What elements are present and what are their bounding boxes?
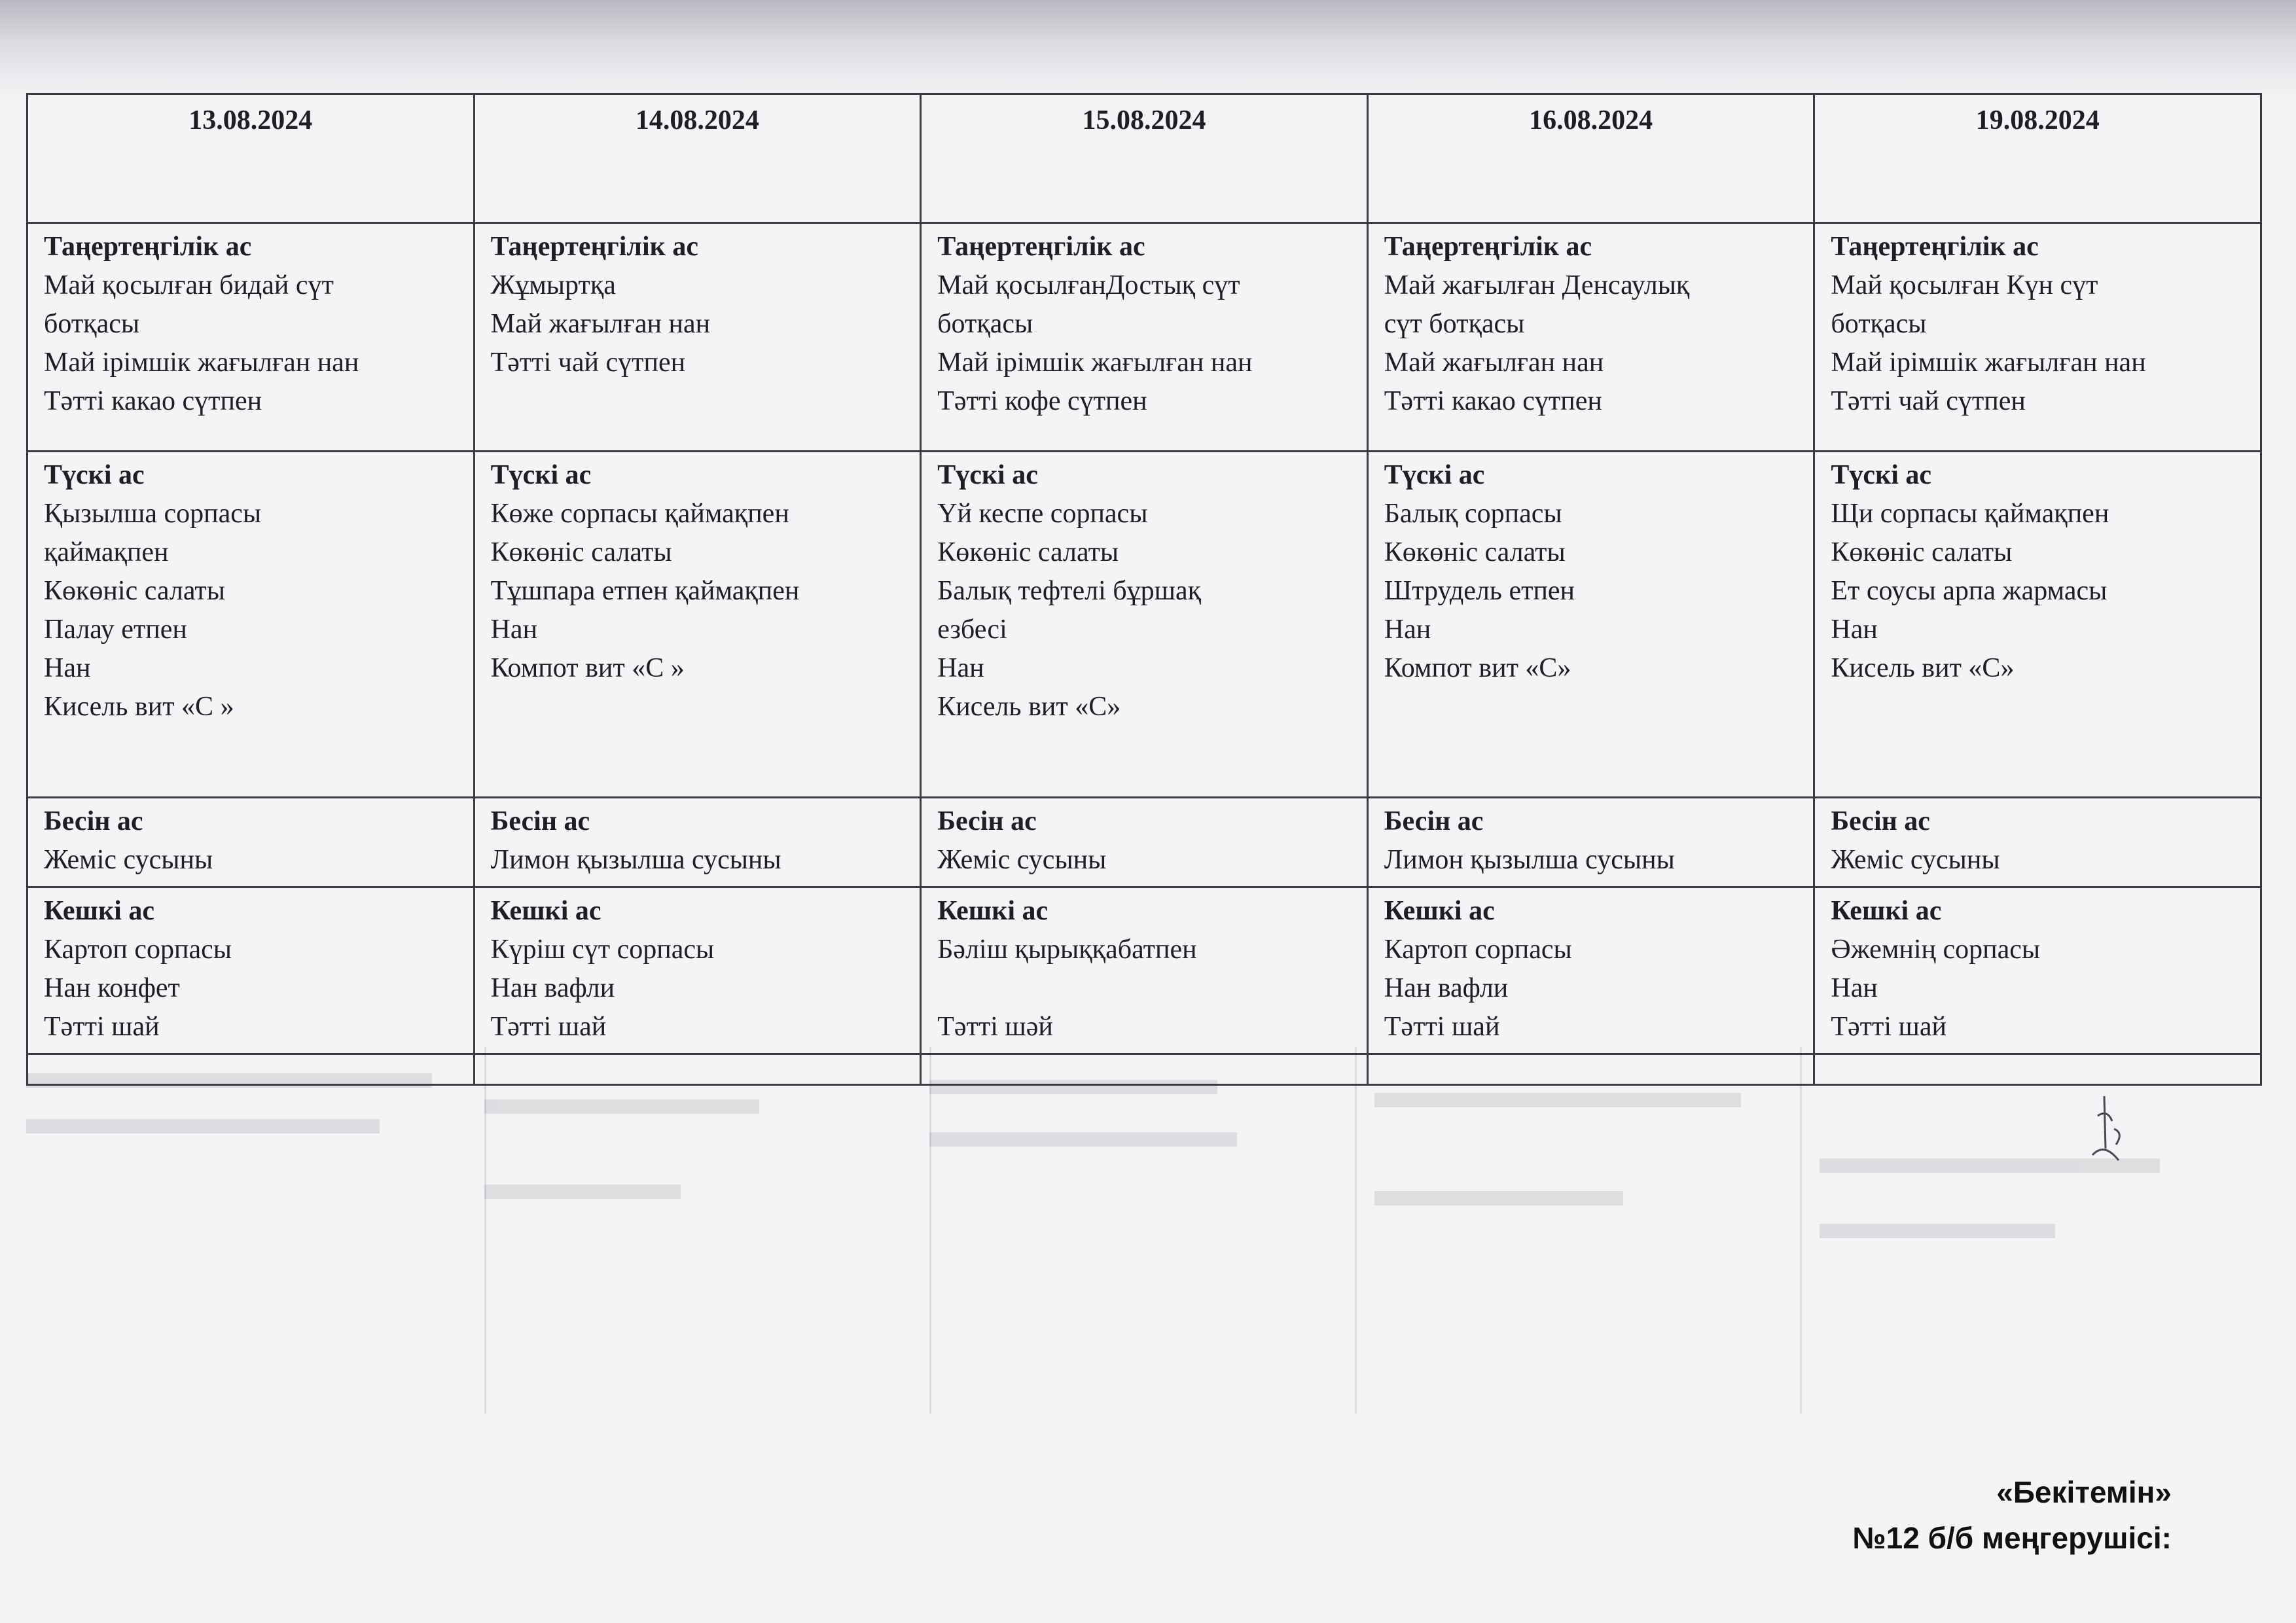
menu-item: Көкөніс салаты (44, 576, 225, 606)
lunch-cell (27, 452, 475, 798)
dinner-title: Кешкі ас (490, 896, 601, 926)
date-cell (474, 94, 921, 223)
lunch-cell (1367, 452, 1814, 798)
empty-row (27, 1054, 2261, 1085)
dates-row (27, 94, 2261, 223)
menu-item: Бәліш қырыққабатпен (937, 935, 1197, 965)
menu-item: Жеміс сусыны (1831, 845, 2000, 875)
menu-item: Күріш сүт сорпасы (490, 935, 715, 965)
approval-title: «Бекітемін» (1996, 1475, 2172, 1509)
menu-item: Көкөніс салаты (1384, 537, 1566, 567)
date-label: 19.08.2024 (1975, 105, 2100, 135)
menu-item: Май қосылған бидай сүт (44, 270, 334, 300)
menu-item: Май жағылған нан (1384, 348, 1604, 378)
menu-item: Нан (1831, 615, 1878, 645)
lunch-cell (474, 452, 921, 798)
menu-item (937, 969, 1351, 1008)
menu-item: Май жағылған Денсаулық (1384, 270, 1690, 300)
dinner-title: Кешкі ас (937, 896, 1049, 926)
dinner-cell (27, 887, 475, 1054)
snack-title: Бесін ас (1831, 806, 1930, 836)
menu-item: Кисель вит «С» (937, 692, 1121, 722)
menu-item: езбесі (937, 615, 1007, 645)
menu-item: Штрудель етпен (1384, 576, 1575, 606)
menu-item: Балық сорпасы (1384, 499, 1562, 529)
menu-item: Май жағылған нан (490, 309, 711, 339)
bleed-through-text (26, 1060, 2251, 1335)
snack-title: Бесін ас (937, 806, 1037, 836)
menu-item: Көже сорпасы қаймақпен (490, 499, 789, 529)
menu-item: ботқасы (937, 309, 1033, 339)
menu-item: Тәтті шай (490, 1012, 607, 1042)
dinner-title: Кешкі ас (1384, 896, 1495, 926)
lunch-cell (1814, 452, 2261, 798)
menu-item: Көкөніс салаты (937, 537, 1119, 567)
menu-item: Картоп сорпасы (44, 935, 232, 965)
menu-item: сүт ботқасы (1384, 309, 1525, 339)
date-label: 15.08.2024 (1082, 105, 1206, 135)
menu-item: Тәтті шай (44, 1012, 160, 1042)
snack-title: Бесін ас (1384, 806, 1484, 836)
menu-item: қаймақпен (44, 537, 169, 567)
lunch-title: Түскі ас (1831, 460, 1932, 490)
lunch-title: Түскі ас (44, 460, 145, 490)
menu-item: Жеміс сусыны (937, 845, 1107, 875)
menu-item: Май ірімшік жағылған нан (44, 348, 359, 378)
lunch-title: Түскі ас (490, 460, 592, 490)
menu-item: Нан вафли (1384, 973, 1509, 1003)
menu-item: Көкөніс салаты (490, 537, 672, 567)
menu-item: Тәтті шай (1831, 1012, 1947, 1042)
date-label: 16.08.2024 (1529, 105, 1653, 135)
lunch-title: Түскі ас (1384, 460, 1485, 490)
menu-item: Тәтті чай сүтпен (1831, 386, 2026, 416)
breakfast-cell (1814, 223, 2261, 452)
menu-item: Лимон қызылша сусыны (1384, 845, 1675, 875)
menu-item: Компот вит «С» (1384, 653, 1571, 683)
snack-title: Бесін ас (44, 806, 143, 836)
menu-item: Ет соусы арпа жармасы (1831, 576, 2108, 606)
menu-item: Щи сорпасы қаймақпен (1831, 499, 2109, 529)
date-cell (27, 94, 475, 223)
breakfast-cell (1367, 223, 1814, 452)
menu-item: Нан (1384, 615, 1431, 645)
bleed-through-line (484, 1047, 486, 1414)
menu-item: Май қосылғанДостық сүт (937, 270, 1240, 300)
snack-cell (1367, 798, 1814, 887)
bleed-through-line (1800, 1047, 1802, 1414)
empty-cell (474, 1054, 921, 1085)
menu-item: Нан (44, 653, 91, 683)
scan-shadow (0, 0, 2296, 98)
breakfast-title: Таңертеңгілік ас (937, 232, 1145, 262)
snack-title: Бесін ас (490, 806, 590, 836)
breakfast-title: Таңертеңгілік ас (1384, 232, 1592, 262)
breakfast-title: Таңертеңгілік ас (490, 232, 698, 262)
menu-item: Тұшпара етпен қаймақпен (490, 576, 800, 606)
breakfast-cell (474, 223, 921, 452)
menu-item: Май ірімшік жағылған нан (1831, 348, 2146, 378)
breakfast-title: Таңертеңгілік ас (1831, 232, 2039, 262)
snack-cell (1814, 798, 2261, 887)
menu-item: Картоп сорпасы (1384, 935, 1572, 965)
menu-item: Тәтті шәй (937, 1012, 1053, 1042)
menu-item: Нан (490, 615, 538, 645)
dinner-cell (1814, 887, 2261, 1054)
lunch-row (27, 452, 2261, 798)
empty-cell (921, 1054, 1368, 1085)
menu-item: Жеміс сусыны (44, 845, 213, 875)
menu-item: ботқасы (44, 309, 140, 339)
breakfast-cell (27, 223, 475, 452)
date-label: 13.08.2024 (188, 105, 313, 135)
breakfast-row (27, 223, 2261, 452)
menu-item: Әжемнің сорпасы (1831, 935, 2041, 965)
dinner-cell (474, 887, 921, 1054)
lunch-cell (921, 452, 1368, 798)
menu-item: Кисель вит «С» (1831, 653, 2015, 683)
menu-item: Тәтті кофе сүтпен (937, 386, 1147, 416)
menu-item: Май қосылған Күн сүт (1831, 270, 2098, 300)
empty-cell (27, 1054, 475, 1085)
dinner-cell (1367, 887, 1814, 1054)
menu-item: Нан конфет (44, 973, 180, 1003)
empty-cell (1814, 1054, 2261, 1085)
date-cell (921, 94, 1368, 223)
menu-item: ботқасы (1831, 309, 1927, 339)
menu-item: Тәтті чай сүтпен (490, 348, 686, 378)
menu-item: Нан вафли (490, 973, 615, 1003)
snack-cell (474, 798, 921, 887)
lunch-title: Түскі ас (937, 460, 1038, 490)
snack-cell (921, 798, 1368, 887)
menu-item: Кисель вит «С » (44, 692, 234, 722)
menu-item: Май ірімшік жағылған нан (937, 348, 1253, 378)
snack-cell (27, 798, 475, 887)
menu-item: Нан (1831, 973, 1878, 1003)
menu-item: Тәтті какао сүтпен (1384, 386, 1602, 416)
menu-item: Палау етпен (44, 615, 187, 645)
date-cell (1367, 94, 1814, 223)
menu-item: Лимон қызылша сусыны (490, 845, 781, 875)
menu-item: Нан (937, 653, 984, 683)
date-label: 14.08.2024 (635, 105, 759, 135)
bleed-through-line (1355, 1047, 1357, 1414)
signature-mark (2078, 1090, 2137, 1168)
menu-item: Көкөніс салаты (1831, 537, 2013, 567)
empty-cell (1367, 1054, 1814, 1085)
bleed-through-line (929, 1047, 931, 1414)
dinner-title: Кешкі ас (1831, 896, 1942, 926)
date-cell (1814, 94, 2261, 223)
dinner-row (27, 887, 2261, 1054)
menu-item: Компот вит «С » (490, 653, 685, 683)
dinner-title: Кешкі ас (44, 896, 154, 926)
snack-row (27, 798, 2261, 887)
menu-item: Жұмыртқа (490, 270, 616, 300)
menu-item: Балық тефтелі бұршақ (937, 576, 1202, 606)
menu-table (26, 93, 2262, 1086)
approval-position: №12 б/б меңгерушісі: (1852, 1521, 2172, 1555)
approval-block (1852, 1469, 2172, 1561)
menu-item: Үй кеспе сорпасы (937, 499, 1148, 529)
dinner-cell (921, 887, 1368, 1054)
breakfast-title: Таңертеңгілік ас (44, 232, 252, 262)
menu-item: Қызылша сорпасы (44, 499, 262, 529)
breakfast-cell (921, 223, 1368, 452)
menu-item: Тәтті шай (1384, 1012, 1500, 1042)
menu-item: Тәтті какао сүтпен (44, 386, 262, 416)
